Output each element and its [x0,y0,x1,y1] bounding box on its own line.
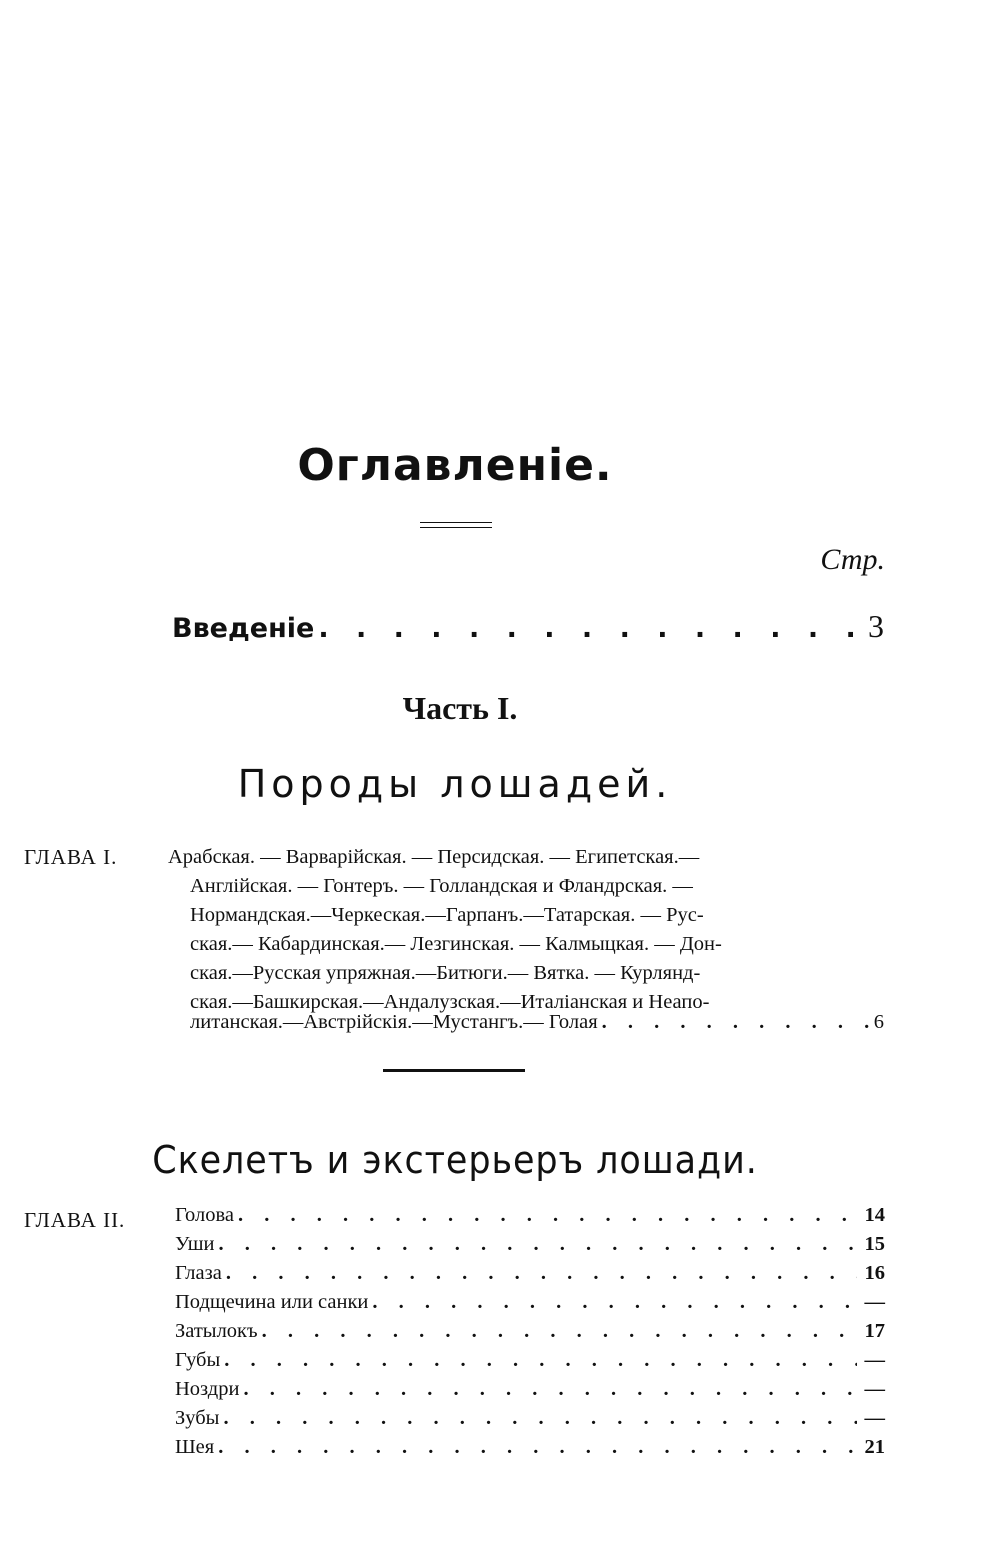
toc-entry-page: 21 [864,1436,885,1458]
toc-entry-page: — [864,1291,885,1313]
toc-entry-page: — [864,1349,885,1371]
chapter-1-last-line[interactable] [190,1011,884,1034]
leader-dots [602,1011,870,1034]
part-heading: Часть I. [402,690,518,726]
chapter-1-line: Нормандская.—Черкеская.—Гарпанъ.—Татарская. — Рус- [190,904,704,926]
leader-dots [318,613,864,644]
toc-entry[interactable] [175,1233,885,1262]
toc-entry[interactable] [175,1204,885,1233]
leader-dots [372,1291,857,1314]
leader-dots [218,1436,857,1459]
section-divider [383,1069,525,1072]
toc-entry[interactable] [175,1262,885,1291]
leader-dots [223,1407,857,1430]
chapter-1-line: ская.—Русская упряжная.—Битюги.— Вятка. — Курлянд- [190,962,701,984]
toc-entry-page: — [864,1407,885,1429]
intro-label: Введеніе [172,613,315,644]
toc-entry-page: 14 [864,1204,885,1226]
toc-entry-label: Ноздри [175,1378,240,1400]
toc-entry[interactable] [175,1436,885,1465]
leader-dots [226,1262,857,1285]
title-divider [420,522,492,528]
chapter-1-line: литанская.—Австрійскія.—Мустангъ.— Голая [190,1011,598,1033]
section-heading-skeleton: Скелетъ и экстерьеръ лошади. [152,1138,758,1182]
leader-dots [262,1320,857,1343]
chapter-1-line: Англійская. — Гонтеръ. — Голландская и Фландрская. — [190,875,693,897]
chapter-1-line: ская.—Башкирская.—Андалузская.—Италіанская и Неапо- [190,991,710,1013]
toc-entry-label: Глаза [175,1262,222,1284]
toc-entry-label: Губы [175,1349,221,1371]
toc-entry-page: 15 [864,1233,885,1255]
leader-dots [218,1233,857,1256]
toc-entry-label: Уши [175,1233,215,1255]
intro-page: 3 [868,608,884,644]
intro-entry[interactable] [172,608,884,645]
leader-dots [238,1204,857,1227]
leader-dots [243,1378,857,1401]
toc-entry-label: Шея [175,1436,215,1458]
toc-entry[interactable] [175,1291,885,1320]
toc-entry-page: 16 [864,1262,885,1284]
toc-entry-label: Зубы [175,1407,220,1429]
toc-entry-page: — [864,1378,885,1400]
leader-dots [224,1349,857,1372]
section-heading-breeds: Породы лошадей. [237,762,673,806]
toc-entry[interactable] [175,1378,885,1407]
chapter-1-line: ская.— Кабардинская.— Лезгинская. — Калмыцкая. — Дон- [190,933,722,955]
chapter-label-2: ГЛАВА II. [24,1208,126,1232]
toc-entry-label: Затылокъ [175,1320,258,1342]
toc-entry-label: Подщечина или санки [175,1291,369,1313]
page-column-label: Стр. [820,543,885,576]
chapter-1-page: 6 [873,1011,884,1033]
toc-entry-label: Голова [175,1204,235,1226]
toc-entry-page: 17 [864,1320,885,1342]
page-title: Оглавленіе. [297,440,613,491]
chapter-1-line: Арабская. — Варварійская. — Персидская. — Египетская.— [168,846,700,868]
chapter-2-entries [175,1204,885,1465]
toc-entry[interactable] [175,1407,885,1436]
toc-entry[interactable] [175,1349,885,1378]
toc-entry[interactable] [175,1320,885,1349]
chapter-1-contents[interactable] [168,843,834,1017]
chapter-label-1: ГЛАВА I. [24,845,118,869]
